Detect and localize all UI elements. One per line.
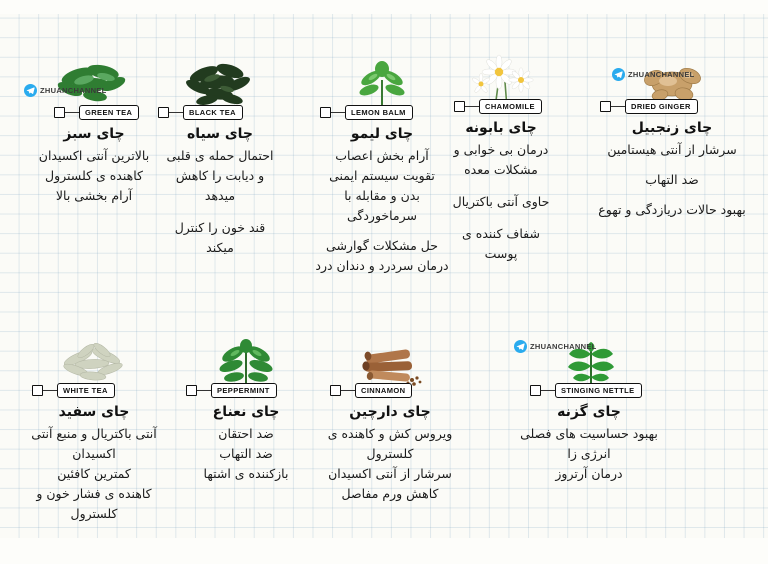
card-benefits [136,146,304,258]
benefit-line: بدن و مقابله با [344,187,420,203]
tag-string [341,390,355,391]
tag-string [611,106,625,107]
benefit-line: بهبود حساسیت های فصلی [520,425,658,441]
benefit-line: سرشار از آنتی اکسیدان [328,465,452,481]
watermark-label: ZHUANCHANNEL [530,342,597,351]
benefit-line: ضد احتقان [218,425,274,441]
benefit-line: تقویت سیستم ایمنی [329,167,435,183]
watermark [612,68,695,81]
benefit-line: پوست [484,245,518,261]
card-art [136,52,304,116]
benefit-line: سرماخوردگی [346,207,418,223]
tag-string [169,112,183,113]
telegram-icon [612,68,625,81]
card-cinnamon[interactable] [300,330,480,504]
card-title: چای سیاه [186,126,254,142]
tag-string [465,106,479,107]
benefit-line: ضد التهاب [219,445,273,461]
card-title: چای دارچین [349,404,431,420]
card-benefits [494,424,684,484]
benefit-line: ضد التهاب [645,171,699,187]
benefit-line: میدهد [204,187,236,203]
card-benefits [8,424,180,524]
benefit-line: شفاف کننده ی [462,225,540,241]
card-title: چای زنجبیل [631,120,713,136]
benefit-line: احتمال حمله ی قلبی [166,147,274,163]
benefit-line: کلسترول [366,445,414,461]
benefit-line: و دیابت را کاهش [175,167,265,183]
tag-knot-icon [54,107,65,118]
benefit-line: مشکلات معده [464,161,538,177]
card-art [420,46,582,110]
label-tag [600,99,698,114]
benefit-line: درمان سردرد و دندان درد [315,257,449,273]
benefit-line: کلسترول [70,505,118,521]
label-tag [186,383,277,398]
card-title: چای لیمو [350,126,414,142]
card-title: چای بابونه [465,120,537,136]
card-dried-ginger[interactable] [578,46,766,220]
watermark-label: ZHUANCHANNEL [628,70,695,79]
tag-label: LEMON BALM [345,105,413,120]
tag-knot-icon [330,385,341,396]
watermark [514,340,597,353]
tag-label: CINNAMON [355,383,412,398]
tag-knot-icon [158,107,169,118]
benefit-line: کاهش ورم مفاصل [341,485,439,501]
tag-knot-icon [530,385,541,396]
label-tag [54,105,139,120]
card-title: چای سبز [63,126,125,142]
card-art [494,330,684,394]
tag-string [197,390,211,391]
tag-label: PEPPERMINT [211,383,277,398]
benefit-line: کاهنده ی کلسترول [45,167,143,183]
tag-knot-icon [600,101,611,112]
benefit-line: حاوی آنتی باکتریال [452,193,550,209]
card-art [578,46,766,110]
watermark-label: ZHUANCHANNEL [40,86,107,95]
card-benefits [578,140,766,220]
label-tag [454,99,542,114]
telegram-icon [24,84,37,97]
benefit-line: بازکننده ی اشتها [203,465,289,481]
benefit-line: درمان بی خوابی و [453,141,549,157]
card-art [300,330,480,394]
tag-label: CHAMOMILE [479,99,542,114]
telegram-icon [514,340,527,353]
card-black-tea[interactable] [136,52,304,258]
label-tag [530,383,642,398]
benefit-line: درمان آرتروز [555,465,623,481]
label-tag [320,105,413,120]
benefit-line: ویروس کش و کاهنده ی [327,425,453,441]
watermark [24,84,107,97]
label-tag [158,105,243,120]
card-benefits [300,424,480,504]
tag-string [541,390,555,391]
card-stinging-nettle[interactable] [494,330,684,484]
tag-string [43,390,57,391]
paper-edge-bottom [0,538,768,564]
tag-knot-icon [454,101,465,112]
benefit-line: اکسیدان [72,445,116,461]
benefit-line: آنتی باکتریال و منبع آنتی [31,425,157,441]
tag-label: DRIED GINGER [625,99,698,114]
tag-label: BLACK TEA [183,105,243,120]
benefit-line: بهبود حالات دریازدگی و تهوع [598,201,746,217]
tag-string [65,112,79,113]
tag-label: GREEN TEA [79,105,139,120]
benefit-line: بالاترین آنتی اکسیدان [38,147,150,163]
card-title: چای گزنه [557,404,621,420]
benefit-line: سرشار از آنتی هیستامین [607,141,737,157]
benefit-line: انرژی زا [567,445,611,461]
label-tag [330,383,412,398]
card-white-tea[interactable] [8,330,180,524]
card-art [8,330,180,394]
benefit-line: حل مشکلات گوارشی [326,237,438,253]
card-title: چای سفید [58,404,130,420]
benefit-line: کمترین کافئین [57,465,131,481]
tag-knot-icon [32,385,43,396]
card-benefits [420,140,582,264]
label-tag [32,383,115,398]
tag-knot-icon [186,385,197,396]
tag-string [331,112,345,113]
paper-edge-top [0,0,768,14]
benefit-line: میکند [206,239,234,255]
tag-knot-icon [320,107,331,118]
tag-label: STINGING NETTLE [555,383,642,398]
card-chamomile[interactable] [420,46,582,264]
card-title: چای نعناع [212,404,280,420]
benefit-line: قند خون را کنترل [174,219,266,235]
benefit-line: آرام بخش اعصاب [335,147,429,163]
benefit-line: کاهنده ی فشار خون و [36,485,152,501]
benefit-line: آرام بخشی بالا [55,187,133,203]
tag-label: WHITE TEA [57,383,115,398]
